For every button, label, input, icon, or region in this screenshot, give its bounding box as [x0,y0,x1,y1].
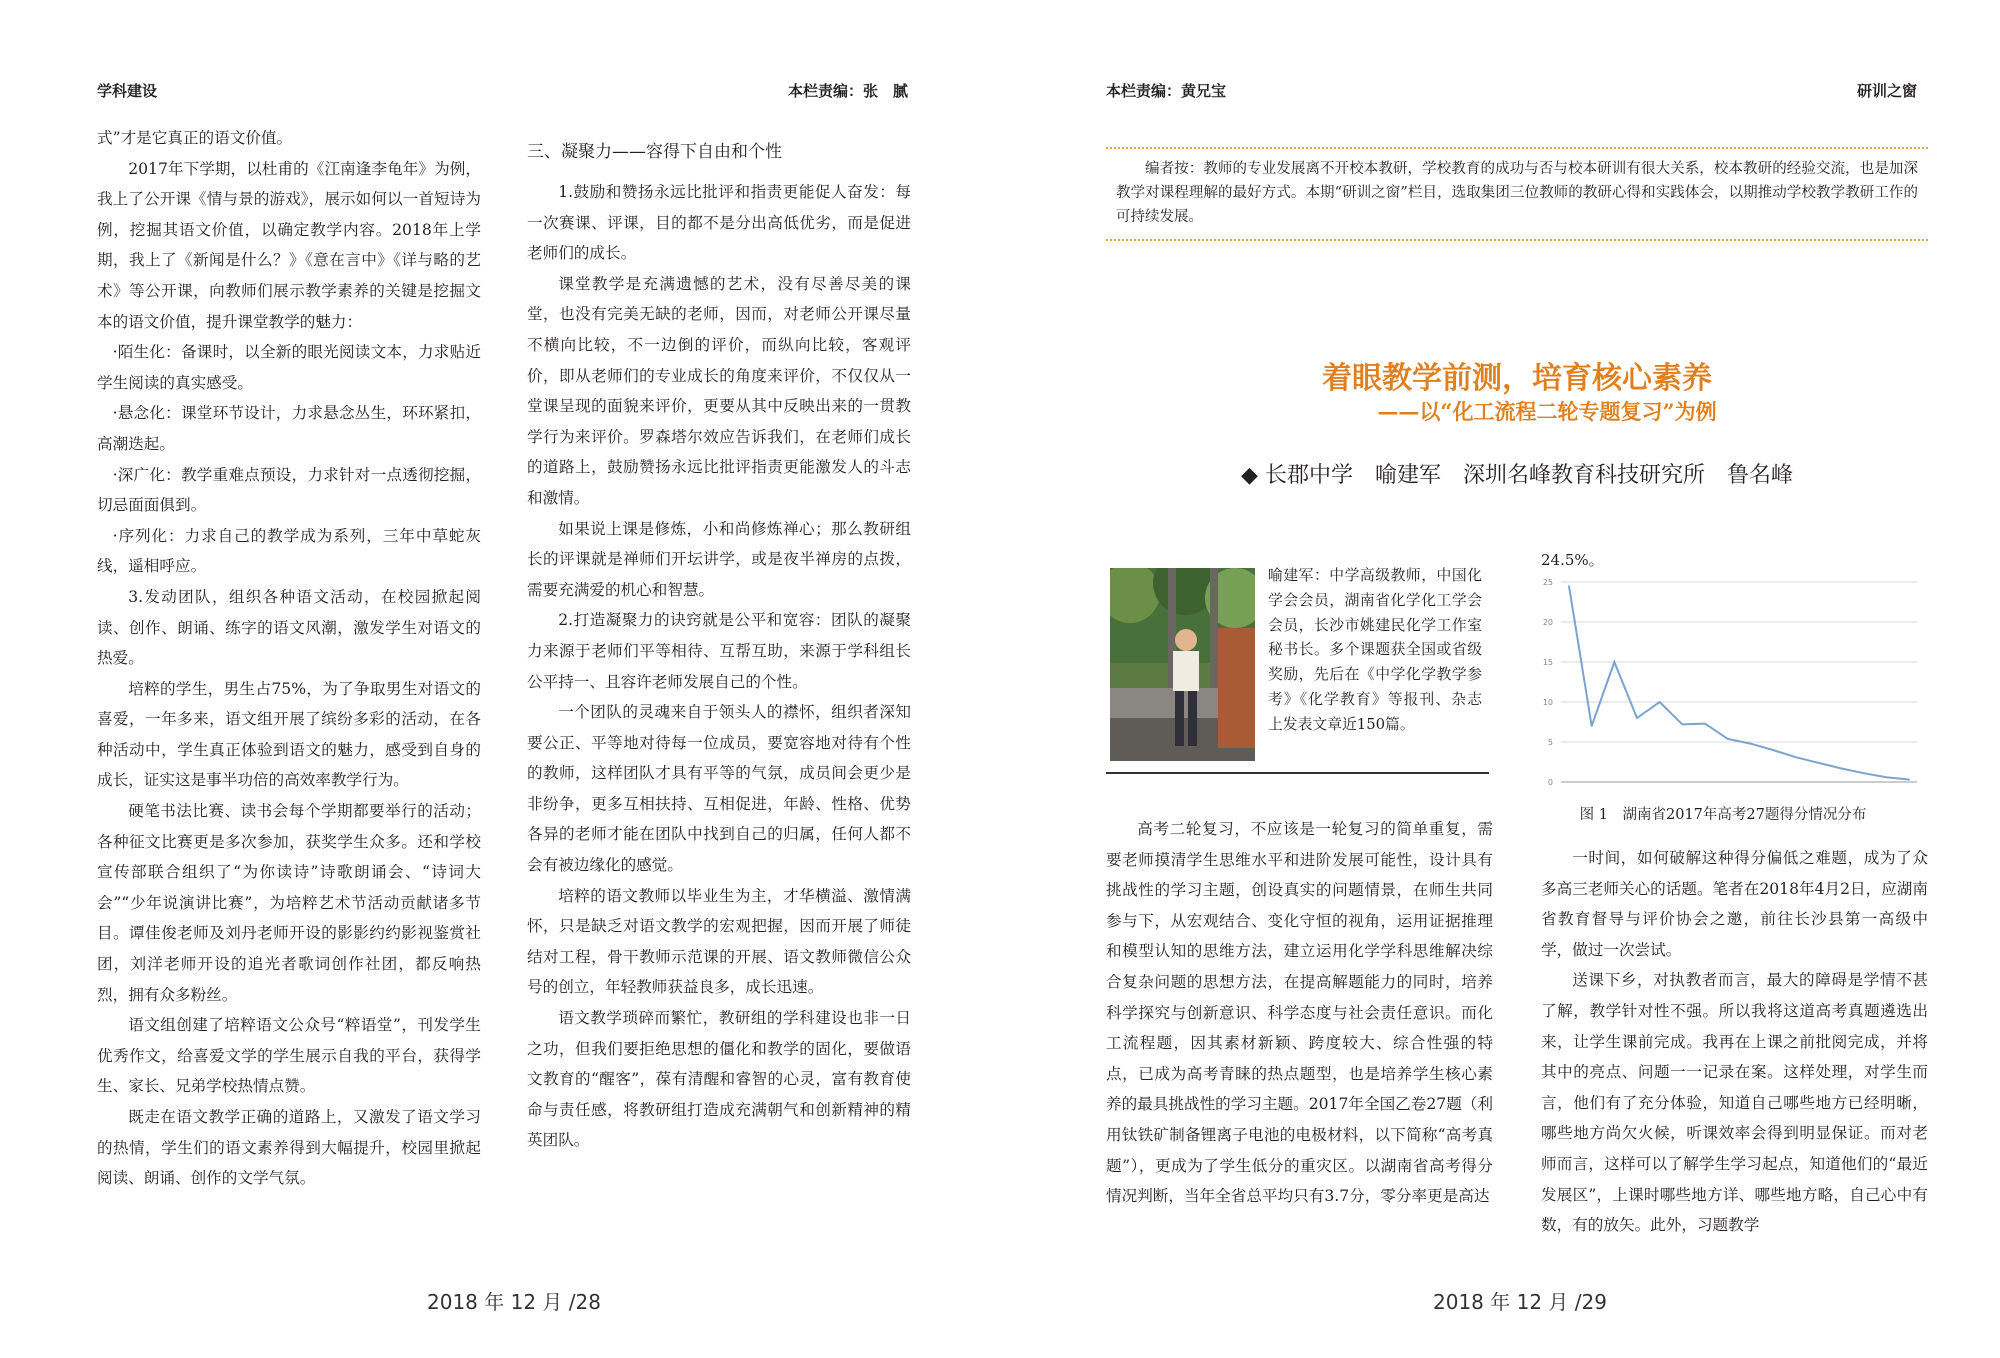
paragraph: 式”才是它真正的语文价值。 [97,129,293,147]
paragraph: 语文组创建了培粹语文公众号“粹语堂”，刊发学生优秀作文，给喜爱文学的学生展示自我的平台，获得学生、家长、兄弟学校热情点赞。 [97,1016,481,1096]
data-point [1636,717,1638,719]
paragraph: 如果说上课是修炼，小和尚修炼禅心；那么教研组长的评课就是禅师们开坛讲学，或是夜半禅房的点拨，需要充满爱的机心和智慧。 [527,519,911,599]
paragraph: 课堂教学是充满遗憾的艺术，没有尽善尽美的课堂，也没有完美无缺的老师，因而，对老师公开课尽量不横向比较，不一边倒的评价，而纵向比较，客观评价，即从老师们的专业成长的角度来评价，不仅仅从一堂课呈现的面貌来评价，更要从其中反映出来的一贯教学行为来评价。罗森塔尔效应告诉我们，在老师们成长的道路上，鼓励赞扬永远比批评指责更能激发人的斗志和激情。 [527,274,911,507]
y-tick-label: 20 [1542,618,1553,627]
left-header-section: 学科建设 [97,82,158,100]
data-point [1795,756,1797,758]
y-tick-label: 25 [1542,578,1553,587]
paragraph: 培粹的语文教师以毕业生为主，才华横溢、激情满怀，只是缺乏对语文教学的宏观把握，因而开展了师徒结对工程，骨干教师示范课的开展、语文教师微信公众号的创立，年轻教师获益良多，成长迅速。 [527,886,911,997]
bio-divider [1106,772,1489,774]
paragraph: 一时间，如何破解这种得分偏低之难题，成为了众多高三老师关心的话题。笔者在2018年4月2日，应湖南省教育督导与评价协会之邀，前往长沙县第一高级中学，做过一次尝试。 [1541,849,1928,959]
editor-note: 编者按：教师的专业发展离不开校本教研，学校教育的成功与否与校本研训有很大关系，校本教研的经验交流，也是加深教学对课程理解的最好方式。本期“研训之窗”栏目，选取集团三位教师的教研心得和实践体会，以期推动学校教学教研工作的可持续发展。 [1106,147,1928,241]
y-tick-label: 15 [1542,658,1553,667]
paragraph: ·陌生化：备课时，以全新的眼光阅读文本，力求贴近学生阅读的真实感受。 [97,343,481,392]
right-folio: 2018 年 12 月 /29 [1433,1290,1607,1314]
left-header-editor: 本栏责编：张 腻 [788,82,909,100]
author-line: ◆ 长郡中学 喻建军 深圳名峰教育科技研究所 鲁名峰 [1241,463,1793,488]
paragraph: ·悬念化：课堂环节设计，力求悬念丛生，环环紧扣，高潮迭起。 [97,404,481,453]
paragraph: 既走在语文教学正确的道路上，又激发了语文学习的热情，学生们的语文素养得到大幅提升，校园里掀起阅读、朗诵、创作的文学气氛。 [97,1108,481,1188]
score-distribution-chart [1535,572,1925,802]
author-photo [1110,568,1255,761]
paragraph: 送课下乡，对执教者而言，最大的障碍是学情不甚了解，教学针对性不强。所以我将这道高考真题遴选出来，让学生课前完成。我再在上课之前批阅完成，并将其中的亮点、问题一一记录在案。这样处理，对学生而言，他们有了充分体验，知道自己哪些地方已经明晰，哪些地方尚欠火候，听课效率会得到明显保证。而对老师而言，这样可以了解学生学习起点，知道他们的“最近发展区”，上课时哪些地方详、哪些地方略，自己心中有数，有的放矢。此外，习题教学 [1541,971,1928,1235]
article-title: 着眼教学前测，培育核心素养 [1322,361,1712,396]
paragraph: ·序列化：力求自己的教学成为系列，三年中草蛇灰线，遥相呼应。 [97,526,481,576]
y-tick-label: 0 [1547,778,1553,787]
data-point [1818,762,1820,764]
paragraph: 1.鼓励和赞扬永远比批评和指责更能促人奋发：每一次赛课、评课，目的都不是分出高低优劣，而是促进老师们的成长。 [527,183,911,263]
data-point [1614,661,1616,663]
paragraph: 2.打造凝聚力的诀窍就是公平和宽容：团队的凝聚力来源于老师们平等相待、互帮互助，来源于学科组长公平持一、且容许老师发展自己的个性。 [527,611,911,691]
paragraph: 一个团队的灵魂来自于领头人的襟怀，组织者深知要公正、平等地对待每一位成员，要宽容地对待有个性的教师，这样团队才具有平等的气氛，成员间会更少是非纷争，更多互相扶持、互相促进，年龄、性格、优势各异的老师才能在团队中找到自己的归属，任何人都不会有被边缘化的感觉。 [527,703,911,875]
left-page-column-2 [527,137,911,1156]
y-tick-label: 10 [1542,698,1553,707]
figure-caption: 图 1 湖南省2017年高考27题得分情况分布 [1579,807,1867,823]
paragraph: 3.发动团队，组织各种语文活动，在校园掀起阅读、创作、朗诵、练字的语文风潮，激发学生对语文的热爱。 [97,587,481,668]
section-heading: 三、凝聚力——容得下自由和个性 [527,142,782,162]
data-point [1727,738,1729,740]
paragraph: 高考二轮复习，不应该是一轮复习的简单重复，需要老师摸清学生思维水平和进阶发展可能性，设计具有挑战性的学习主题，创设真实的问题情景，在师生共同参与下，从宏观结合、变化守恒的视角，运用证据推理和模型认知的思维方法，建立运用化学学科思维解决综合复杂问题的思想方法，在提高解题能力的同时，培养科学探究与创新意识、科学态度与社会责任意识。而化工流程题，因其素材新颖、跨度较大、综合性强的特点，已成为高考青睐的热点题型，也是培养学生核心素养的最具挑战性的学习主题。2017年全国乙卷27题（利用钛铁矿制备锂离子电池的电极材料，以下简称“高考真题”），更成为了学生低分的重灾区。以湖南省高考得分情况判断，当年全省总平均只有3.7分，零分率更是高达 [1106,820,1493,1206]
data-point [1682,724,1684,726]
paragraph: 2017年下学期，以杜甫的《江南逢李龟年》为例，我上了公开课《情与景的游戏》，展示如何以一首短诗为例，挖掘其语文价值，以确定教学内容。2018年上学期，我上了《新闻是什么？》《意在言中》《详与略的艺术》等公开课，向教师们展示教学素养的关键是挖掘文本的语文价值，提升课堂教学的魅力： [97,159,481,331]
figure-note: 24.5%。 [1541,551,1604,569]
data-point [1772,749,1774,751]
data-point [1863,772,1865,774]
y-tick-label: 5 [1547,738,1553,747]
data-point [1908,779,1910,781]
paragraph: 培粹的学生，男生占75%，为了争取男生对语文的喜爱，一年多来，语文组开展了缤纷多彩的活动，在各种活动中，学生真正体验到语文的魅力，感受到自身的成长，证实这是事半功倍的高效率教学行为。 [97,679,481,790]
article-subtitle: ——以“化工流程二轮专题复习”为例 [1377,399,1717,424]
data-point [1568,585,1570,587]
series-line [1569,586,1909,780]
right-page-body-column-1 [1106,814,1493,1212]
right-header-editor: 本栏责编：黄兄宝 [1106,82,1227,100]
data-point [1704,723,1706,725]
data-point [1750,743,1752,745]
data-point [1659,701,1661,703]
paragraph: ·深广化：教学重难点预设，力求针对一点透彻挖掘，切忌面面俱到。 [97,465,481,515]
data-point [1840,768,1842,770]
right-page-body-column-2 [1541,843,1928,1241]
paragraph: 语文教学琐碎而繁忙，教研组的学科建设也非一日之功，但我们要拒绝思想的僵化和教学的固化，要做语文教育的“醒客”，葆有清醒和睿智的心灵，富有教育使命与责任感，将教研组打造成充满朝气和创新精神的精英团队。 [527,1009,911,1150]
paragraph: 硬笔书法比赛、读书会每个学期都要举行的活动；各种征文比赛更是多次参加，获奖学生众多。还和学校宣传部联合组织了“为你读诗”诗歌朗诵会、“诗词大会”“少年说演讲比赛”，为培粹艺术节活动贡献诸多节目。谭佳俊老师及刘丹老师开设的影影约约影视鉴赏社团，刘洋老师开设的追光者歌词创作社团，都反响热烈，拥有众多粉丝。 [97,802,481,1004]
author-bio: 喻建军：中学高级教师，中国化学会会员，湖南省化学化工学会会员，长沙市姚建民化学工作室秘书长。多个课题获全国或省级奖励，先后在《中学化学教学参考》《化学教育》等报刊、杂志上发表文章近150篇。 [1268,567,1482,733]
data-point [1591,725,1593,727]
right-header-section: 研训之窗 [1857,82,1918,100]
data-point [1886,776,1888,778]
left-folio: 2018 年 12 月 /28 [427,1290,601,1314]
left-page-column-1 [97,123,481,1194]
